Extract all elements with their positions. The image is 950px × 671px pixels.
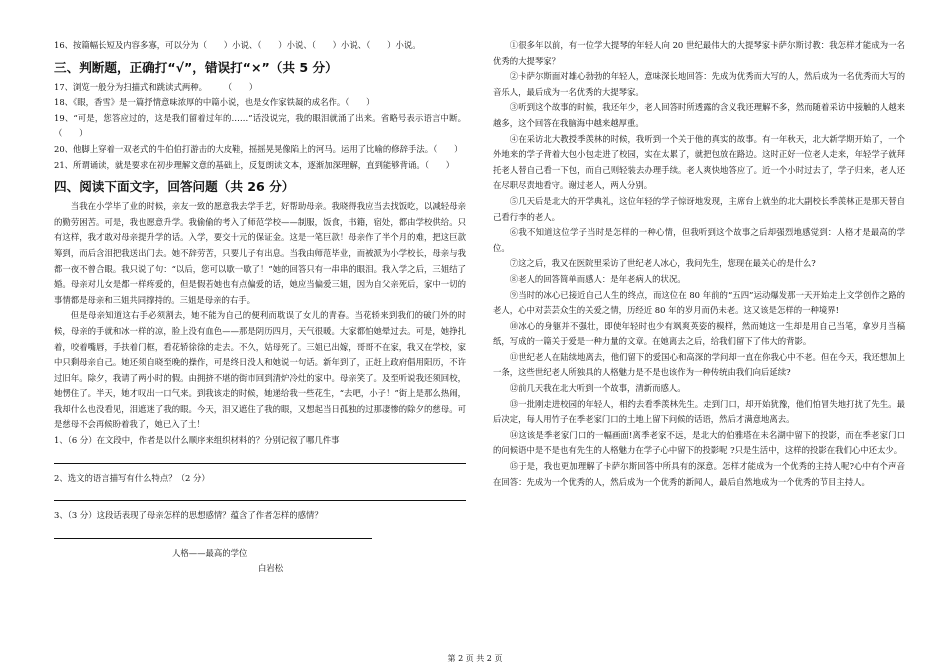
article-title: 人格——最高的学位 <box>172 547 248 558</box>
question-21: 21、所谓诵读，就是要求在初步理解文意的基础上，反复朗读文本，逐渐加深理解，直到能够背诵。（ ） <box>54 159 455 170</box>
reading-question-2: 2、选文的语言描写有什么特点？（2 分） <box>54 472 210 483</box>
article-paragraph: ⑦这之后，我又在医院里采访了世纪老人冰心，我问先生，您现在最关心的是什么? <box>509 258 816 269</box>
article-paragraph: ④在采访北大教授季羡林的时候，我听到一个关于他的真实的故事。有一年秋天，北大新学期开始了，一个外地来的学子背着大包小包走进了校园，实在太累了，就把包放在路边。这时正好一位老人走来，年轻学子就拜托老人替自己看一下包，而自己则轻装去办理手续。老人爽快地答应了。近一个小时过去了，学子归来，老人还在尽职尽责地看守。谢过老人，两人分别。 <box>493 133 905 191</box>
reading-question-1: 1、（6 分）在文段中，作者是以什么顺序来组织材料的？分别记叙了哪几件事 <box>54 435 340 446</box>
article-paragraph: ⑩冰心的身躯并不强壮，即使年轻时也少有飒爽英姿的模样，然而她这一生却是用自己当笔，拿岁月当稿纸，写成的一篇关于爱是一种力量的文章。在她离去之后，给我们留下了伟大的背影。 <box>493 320 905 347</box>
article-paragraph: ⑬一批刚走进校园的年轻人，相约去看季羡林先生。走到门口，却开始犹豫，他们怕冒失地打扰了先生。最后决定，每人用竹子在季老家门口的土地上留下问候的话语，然后才满意地离去。 <box>493 398 905 425</box>
question-16: 16、按篇幅长短及内容多寡，可以分为（ ）小说、（ ）小说、（ ）小说、（ ）小说。 <box>54 40 421 50</box>
question-20: 20、他脚上穿着一双老式的牛伯伯打游击的大皮鞋，摇摇晃晃像陷上的河马。运用了比喻的修辞手法。（ ） <box>54 143 463 154</box>
right-column <box>493 38 905 490</box>
section-4-heading: 四、阅读下面文字，回答问题（共 26 分） <box>54 179 295 195</box>
answer-line-3[interactable] <box>54 524 372 539</box>
question-17: 17、浏览一般分为扫描式和跳读式两种。 （ ） <box>54 81 258 92</box>
reading-question-3: 3、（3 分）这段话表现了母亲怎样的思想感情？蕴含了作者怎样的感情？ <box>54 510 323 521</box>
article-paragraph: ⑮于是，我也更加理解了卡萨尔斯回答中所具有的深意。怎样才能成为一个优秀的主持人呢?心中有个声音在回答：先成为一个优秀的人，然后成为一个优秀的新闻人，最后自然地成为一个优秀的节目主持人。 <box>493 461 905 487</box>
answer-line-2[interactable] <box>54 486 466 501</box>
article-paragraph: ⑤几天后是北大的开学典礼，这位年轻的学子惊讶地发现，主席台上就坐的北大副校长季羡林正是那天替自己看行李的老人。 <box>493 195 905 222</box>
left-column <box>54 38 466 577</box>
reading-passage-paragraph-1: 当我在小学毕了业的时候，亲友一致的愿意我去学手艺，好帮助母亲。我晓得我应当去找饭吃，以减轻母亲的勤劳困苦。可是，我也愿意升学。我偷偷的考入了师范学校——制服，饭食，书籍，宿处，都由学校供给。只有这样，我才敢对母亲提升学的话。入学，要交十元的保证金。这是一笔巨款！母亲作了半个月的难，把这巨款筹到，而后含泪把我送出门去。她不辞劳苦，只要儿子有出息。当我由师范毕业，而被派为小学校长，母亲与我都一夜不曾合眼。我只说了句：“以后，您可以歇一歇了！”她的回答只有一串串的眼泪。我入学之后，三姐结了婚。母亲对儿女是都一样疼爱的，但是假若她也有点偏爱的话，她应当偏爱三姐，因为自父亲死后，家中一切的事情都是母亲和三姐共同撑持的。三姐是母亲的右手。 <box>54 201 466 305</box>
reading-passage-paragraph-2: 但是母亲知道这右手必须割去，她不能为自己的便利而耽误了女儿的青春。当花轿来到我们的破门外的时候，母亲的手就和冰一样的凉，脸上没有血色——那是阴历四月，天气很暖。大家都怕她晕过去。可是，她挣扎着，咬着嘴唇，手扶着门框，看花轿徐徐的走去。不久，姑母死了。三姐已出嫁，哥哥不在家，我又在学校，家中只剩母亲自己。她还须自晓至晚的操作，可是终日没人和她说一句话。新年到了，正赶上政府倡用阳历，不许过旧年。除夕，我请了两小时的假。由拥挤不堪的街市回到清炉冷灶的家中。母亲笑了。及至听说我还须回校，她愣住了。半天，她才叹出一口气来。到我该走的时候，她递给我一些花生，“去吧，小子！”街上是那么热闹，我却什么也没看见，泪遮迷了我的眼。今天，泪又遮住了我的眼，又想起当日孤独的过那凄惨的除夕的慈母。可是慈母不会再候盼着我了，她已入了土！ <box>54 310 466 430</box>
article-author: 白岩松 <box>258 563 284 574</box>
article-paragraph: ⑪世纪老人在陆续地离去，他们留下的爱国心和高深的学问却一直在你我心中不老。但在今天，我还想加上一条，这些世纪老人所独具的人格魅力是不是也该作为一种传统由我们向后延续? <box>493 351 905 378</box>
article-paragraph: ②卡萨尔斯面对雄心勃勃的年轻人，意味深长地回答：先成为优秀而大写的人，然后成为一名优秀而大写的音乐人，最后成为一名优秀的大提琴家。 <box>493 71 905 97</box>
article-paragraph: ①很多年以前，有一位学大提琴的年轻人向 20 世纪最伟大的大提琴家卡萨尔斯讨教：我怎样才能成为一名优秀的大提琴家？ <box>493 40 905 66</box>
answer-line-1[interactable] <box>54 449 466 464</box>
article-paragraph: ⑨当时的冰心已接近自己人生的终点，而这位在 80 年前的“五四”运动爆发那一天开始走上文学创作之路的老人，心中对芸芸众生的关爱之情，历经近 80 年的岁月而仍未老。这又该是怎样的一种境界! <box>493 289 905 316</box>
article-paragraph: ⑧老人的回答简单而感人：是年老病人的状况。 <box>509 273 686 284</box>
article-paragraph: ③听到这个故事的时候，我还年少，老人回答时所透露的含义我还理解不多，然而随着采访中接触的人越来越多，这个回答在我脑海中越来越厚重。 <box>493 102 905 128</box>
section-3-heading: 三、判断题，正确打“√”，错误打“×”（共 5 分） <box>54 59 338 75</box>
page-footer: 第 2 页 共 2 页 <box>447 654 503 663</box>
article-paragraph: ⑫前几天我在北大听到一个故事，清新而感人。 <box>509 383 686 394</box>
article-paragraph: ⑥我不知道这位学子当时是怎样的一种心情，但我听到这个故事之后却强烈地感觉到：人格才是最高的学位。 <box>493 227 905 253</box>
article-paragraph: ⑭这该是季老家门口的一幅画面!离季老家不远，是北大的伯雅塔在未名湖中留下的投影，而在季老家门口的问候语中是不是也有先生的人格魅力在学子心中留下的投影呢 ?只是生活中，这样的投影在我们心中还太少。 <box>493 429 905 456</box>
question-19: 19、“可是，您答应过的，这是我们留着过年的……”话没说完，我的眼泪就涌了出来。省略号表示语言中断。（ ） <box>54 112 466 139</box>
question-18: 18、《眼，香雪》是一篇抒情意味浓厚的中篇小说，也是女作家铁凝的成名作。（ ） <box>54 97 375 108</box>
